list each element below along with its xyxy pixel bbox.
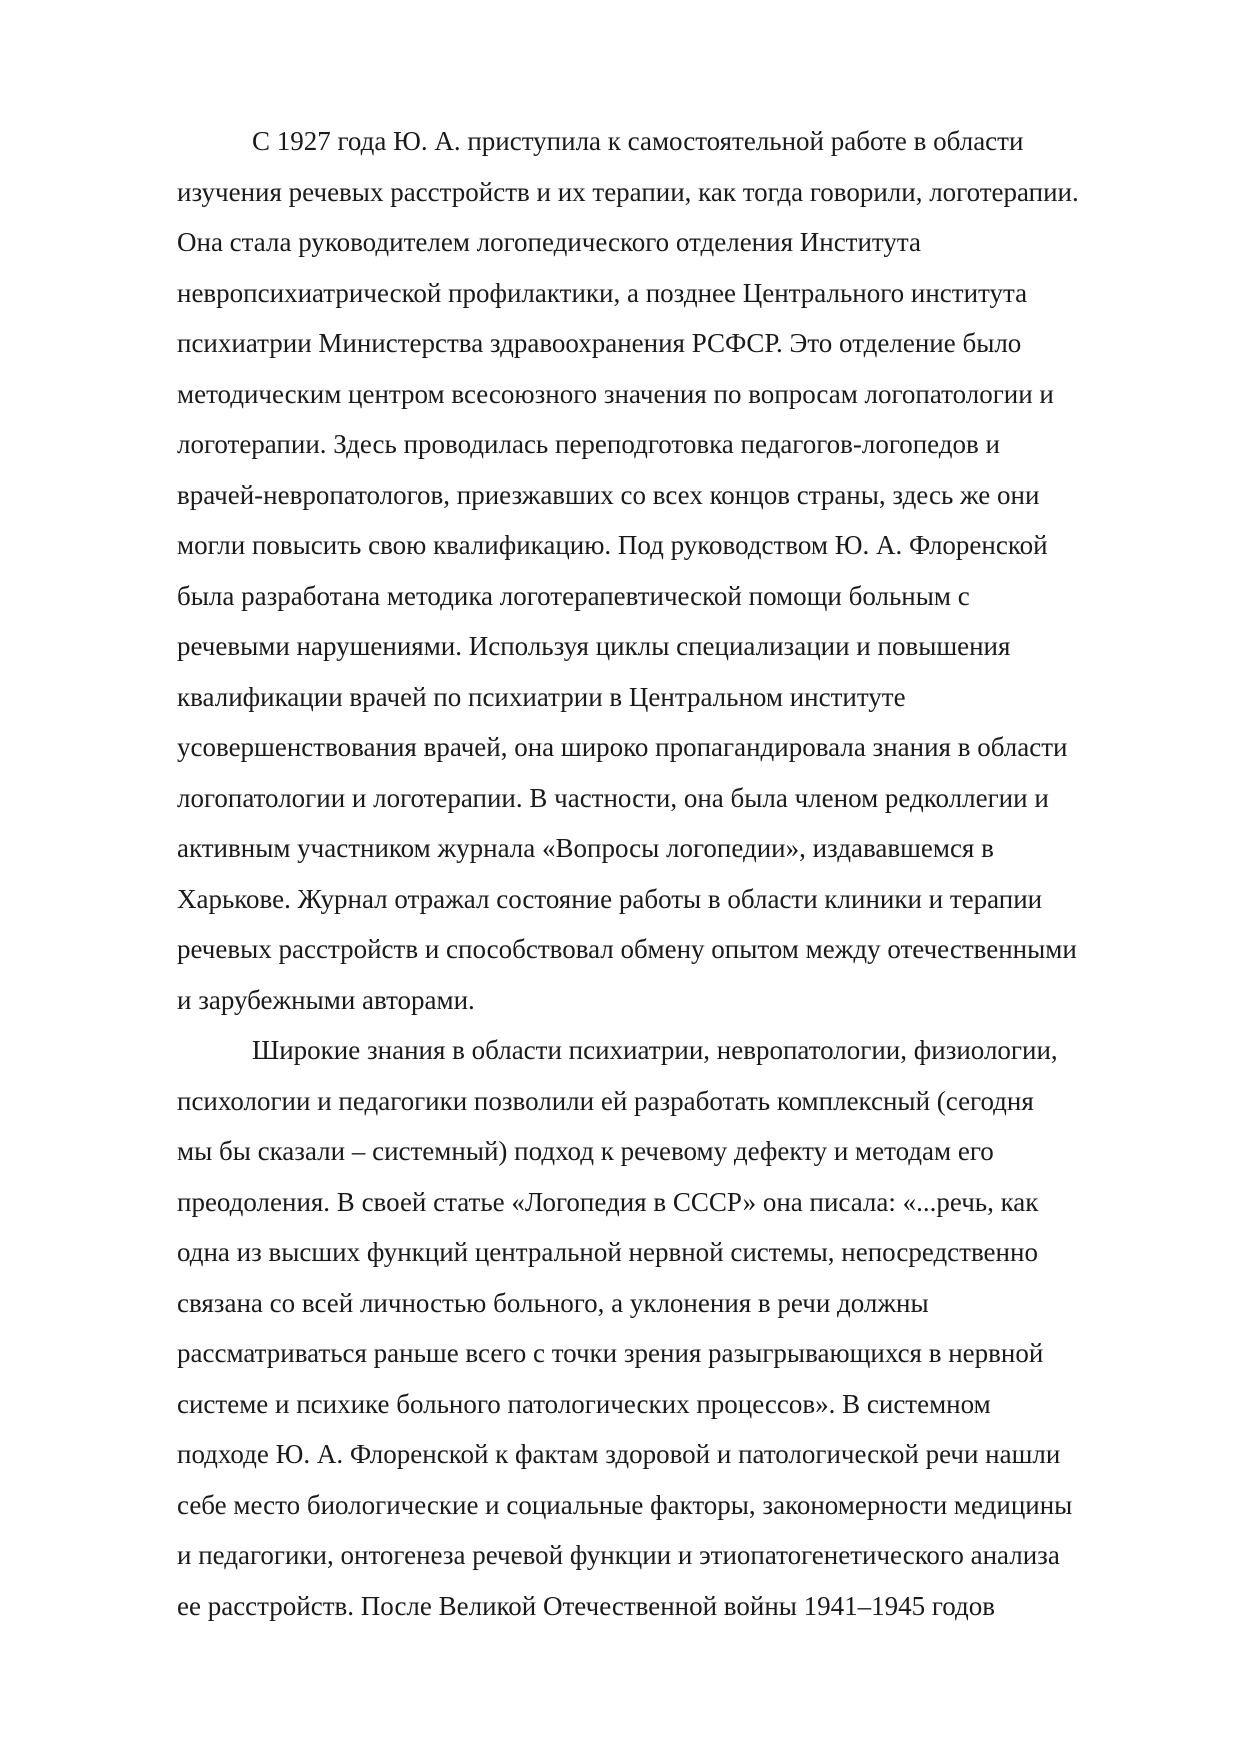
text-line: системе и психике больного патологических процессов». В системном xyxy=(177,1388,991,1419)
text-line: психиатрии Министерства здравоохранения РСФСР. Это отделение было xyxy=(177,328,1022,358)
text-line: невропсихиатрической профилактики, а позднее Центрального института xyxy=(177,277,1028,308)
text-line: подходе Ю. А. Флоренской к фактам здоровой и патологической речи нашли xyxy=(177,1439,1061,1469)
paragraph-first-line: Широкие знания в области психиатрии, невропатологии, физиологии, xyxy=(252,1035,1058,1065)
text-line: врачей-невропатологов, приезжавших со всех концов страны, здесь же они xyxy=(177,479,1040,510)
text-line: усовершенствования врачей, она широко пропагандировала знания в области xyxy=(177,732,1068,762)
text-line: психологии и педагогики позволили ей разработать комплексный (сегодня xyxy=(177,1085,1034,1116)
paragraph-first-line: С 1927 года Ю. А. приступила к самостоятельной работе в области xyxy=(252,126,1024,156)
text-line: Харькове. Журнал отражал состояние работы в области клиники и терапии xyxy=(177,883,1043,914)
text-line: была разработана методика логотерапевтической помощи больным с xyxy=(177,580,970,611)
text-line: квалификации врачей по психиатрии в Центральном институте xyxy=(177,681,906,712)
text-line: активным участником журнала «Вопросы логопедии», издававшемся в xyxy=(177,833,994,863)
text-line: себе место биологические и социальные факторы, закономерности медицины xyxy=(177,1489,1073,1520)
text-line: логотерапии. Здесь проводилась переподготовка педагогов-логопедов и xyxy=(177,429,1000,459)
text-line: Она стала руководителем логопедического отделения Института xyxy=(177,227,921,257)
text-line: и педагогики, онтогенеза речевой функции и этиопатогенетического анализа xyxy=(177,1540,1060,1570)
text-line: и зарубежными авторами. xyxy=(177,984,475,1015)
text-line: могли повысить свою квалификацию. Под руководством Ю. А. Флоренской xyxy=(177,530,1048,560)
text-line: ее расстройств. После Великой Отечественной войны 1941–1945 годов xyxy=(177,1590,996,1621)
text-line: речевыми нарушениями. Используя циклы специализации и повышения xyxy=(177,631,1011,661)
text-line: логопатологии и логотерапии. В частности, она была членом редколлегии и xyxy=(177,782,1049,813)
text-line: мы бы сказали – системный) подход к речевому дефекту и методам его xyxy=(177,1136,994,1166)
text-line: рассматриваться раньше всего с точки зрения разыгрывающихся в нервной xyxy=(177,1338,1044,1368)
text-line: преодоления. В своей статье «Логопедия в СССР» она писала: «...речь, как xyxy=(177,1186,1039,1217)
body-text xyxy=(177,116,1177,1631)
text-line: связана со всей личностью больного, а уклонения в речи должны xyxy=(177,1287,929,1318)
text-line: одна из высших функций центральной нервной системы, непосредственно xyxy=(177,1237,1038,1267)
text-line: методическим центром всесоюзного значения по вопросам логопатологии и xyxy=(177,378,1054,409)
text-line: изучения речевых расстройств и их терапии, как тогда говорили, логотерапии. xyxy=(177,176,1079,207)
text-line: речевых расстройств и способствовал обмену опытом между отечественными xyxy=(177,934,1077,964)
